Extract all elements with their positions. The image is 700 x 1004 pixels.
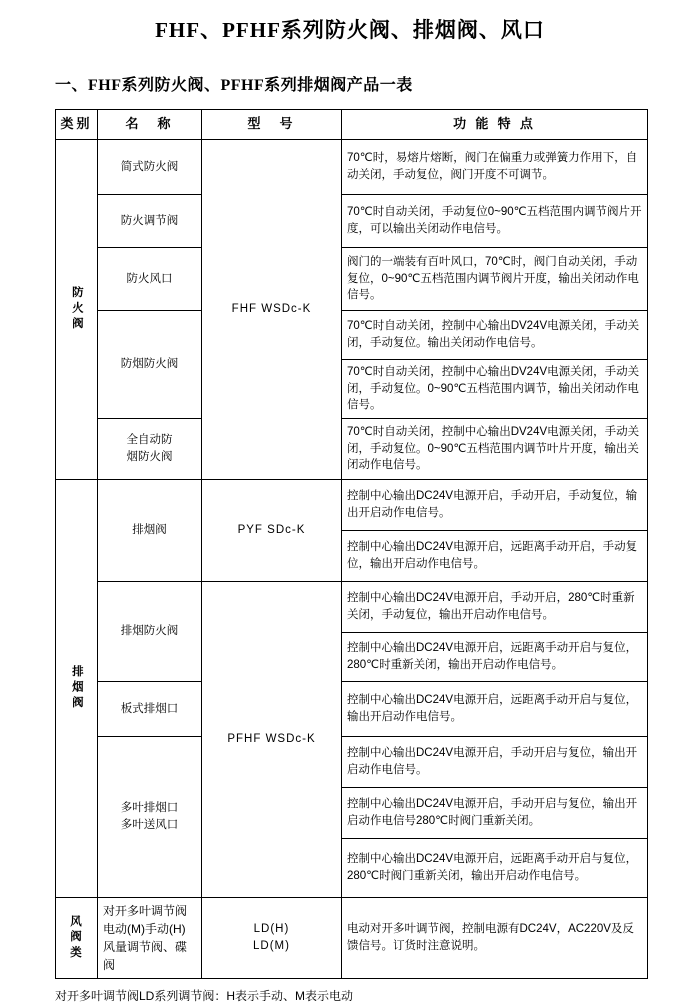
- column-header-function: 功 能 特 点: [342, 110, 648, 140]
- product-name: [98, 897, 202, 978]
- product-spec-table: [55, 109, 648, 979]
- category-label-smoke-damper: 排烟阀: [56, 479, 98, 897]
- product-name: [98, 736, 202, 897]
- product-function: 电动对开多叶调节阀，控制电源有DC24V，AC220V及反馈信号。订货时注意说明。: [342, 897, 648, 978]
- product-function: 70℃时，易熔片熔断，阀门在偏重力或弹簧力作用下，自动关闭，手动复位，阀门开度不可调节。: [342, 139, 648, 194]
- product-function: 70℃时自动关闭，控制中心输出DV24V电源关闭，手动关闭，手动复位。0~90℃五档范围内调节叶片开度，输出关闭动作电信号。: [342, 418, 648, 479]
- category-label-fire-damper: 防火阀: [56, 139, 98, 479]
- product-model: FHF WSDc-K: [202, 139, 342, 479]
- product-name: 板式排烟口: [98, 681, 202, 736]
- product-model: [202, 897, 342, 978]
- product-function: 70℃时自动关闭，手动复位0~90℃五档范围内调节阀片开度，可以输出关闭动作电信号。: [342, 194, 648, 247]
- product-function: 控制中心输出DC24V电源开启，远距离手动开启与复位，输出开启动作电信号。: [342, 681, 648, 736]
- product-function: 70℃时自动关闭，控制中心输出DV24V电源关闭，手动关闭，手动复位。0~90℃五档范围内调节，输出关闭动作电信号。: [342, 359, 648, 418]
- product-function: 控制中心输出DC24V电源开启，远距离手动开启，手动复位，输出开启动作电信号。: [342, 530, 648, 581]
- product-name: 防火风口: [98, 247, 202, 310]
- category-label-line1: 风: [70, 915, 83, 928]
- column-header-name: 名 称: [98, 110, 202, 140]
- product-function: 控制中心输出DC24V电源开启，手动开启与复位，输出开启动作电信号。: [342, 736, 648, 787]
- product-function: 控制中心输出DC24V电源开启，手动开启与复位，输出开启动作电信号280℃时阀门重新关闭。: [342, 787, 648, 838]
- table-footnote: 对开多叶调节阀LD系列调节阀：H表示手动、M表示电动: [55, 988, 354, 1003]
- product-name-line2: 多叶送风口: [120, 818, 179, 831]
- document-page: [0, 14, 700, 1003]
- table-row: [56, 194, 648, 247]
- product-name-line1: 全自动防: [126, 434, 173, 447]
- product-model-line2: LD(M): [253, 939, 290, 952]
- product-name: 防火调节阀: [98, 194, 202, 247]
- product-name: 防烟防火阀: [98, 310, 202, 418]
- product-model-line1: LD(H): [253, 923, 290, 936]
- product-model: PYF SDc-K: [202, 479, 342, 581]
- product-name: [98, 418, 202, 479]
- column-header-model: 型 号: [202, 110, 342, 140]
- product-name-line1: 多叶排烟口: [120, 802, 179, 815]
- table-row: [56, 736, 648, 787]
- product-function: 控制中心输出DC24V电源开启，远距离手动开启与复位，280℃时重新关闭，输出开启动作电信号。: [342, 632, 648, 681]
- product-function: 阀门的一端装有百叶风口，70℃时，阀门自动关闭，手动复位，0~90℃五档范围内调节阀片开度，输出关闭动作电信号。: [342, 247, 648, 310]
- table-row: [56, 681, 648, 736]
- product-function: 70℃时自动关闭，控制中心输出DV24V电源关闭，手动关闭，手动复位。输出关闭动作电信号。: [342, 310, 648, 359]
- page-title: FHF、PFHF系列防火阀、排烟阀、风口: [155, 18, 545, 42]
- table-row: [56, 139, 648, 194]
- product-function: 控制中心输出DC24V电源开启，手动开启，280℃时重新关闭，手动复位，输出开启动作电信号。: [342, 581, 648, 632]
- category-label-air-valve: [56, 897, 98, 978]
- product-name: 排烟阀: [98, 479, 202, 581]
- category-label-line3: 类: [70, 946, 83, 959]
- table-row: [56, 479, 648, 530]
- table-row: [56, 418, 648, 479]
- table-header-row: [56, 110, 648, 140]
- product-name-text: 对开多叶调节阀电动(M)手动(H)风量调节阀、碟阀: [103, 903, 188, 972]
- table-row: [56, 310, 648, 359]
- table-row: [56, 247, 648, 310]
- product-function: 控制中心输出DC24V电源开启，手动开启，手动复位，输出开启动作电信号。: [342, 479, 648, 530]
- product-model: PFHF WSDc-K: [202, 581, 342, 897]
- category-label-line2: 阀: [70, 931, 83, 944]
- product-name: 简式防火阀: [98, 139, 202, 194]
- table-row: [56, 897, 648, 978]
- section-title: 一、FHF系列防火阀、PFHF系列排烟阀产品一表: [55, 77, 413, 94]
- column-header-category: 类别: [56, 110, 98, 140]
- table-row: [56, 581, 648, 632]
- product-function: 控制中心输出DC24V电源开启，远距离手动开启与复位，280℃时阀门重新关闭，输出开启动作电信号。: [342, 838, 648, 897]
- product-name-line2: 烟防火阀: [126, 450, 173, 463]
- product-name: 排烟防火阀: [98, 581, 202, 681]
